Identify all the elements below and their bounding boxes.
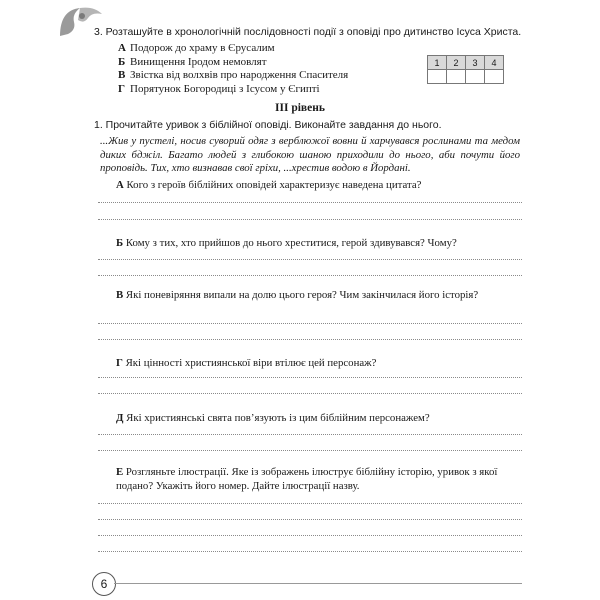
question-b [116, 236, 520, 250]
question-letter: А [116, 179, 124, 191]
question-letter: Г [116, 357, 123, 369]
answer-line[interactable] [98, 551, 522, 552]
option-text: Звістка від волхвів про народження Спасителя [130, 69, 349, 81]
answer-line[interactable] [98, 535, 522, 536]
answer-line[interactable] [98, 219, 522, 220]
question-a [116, 178, 520, 192]
answer-col-header: 4 [485, 56, 504, 70]
answer-cell[interactable] [447, 70, 466, 84]
answer-line[interactable] [98, 323, 522, 324]
answer-col-header: 2 [447, 56, 466, 70]
question-letter: Е [116, 466, 124, 478]
task1-heading: 1. Прочитайте уривок з біблійної оповіді. Виконайте завдання до нього. [94, 119, 442, 131]
question-text: Кого з героїв біблійних оповідей характеризує наведена цитата? [126, 179, 422, 191]
question-text: Які цінності християнської віри втілює цей персонаж? [125, 357, 377, 369]
question-g [116, 356, 520, 370]
option-item [118, 56, 348, 70]
option-letter: Г [118, 82, 125, 95]
answer-line[interactable] [98, 393, 522, 394]
option-text: Подорож до храму в Єрусалим [130, 42, 275, 54]
option-item [118, 42, 348, 56]
level-title: ІІІ рівень [275, 102, 325, 114]
option-letter: А [118, 42, 126, 54]
answer-line[interactable] [98, 259, 522, 260]
answer-line[interactable] [98, 519, 522, 520]
question-text: Розгляньте ілюстрації. Яке із зображень ілюструє біблійну історію, уривок з якої подано? Укажіть його номер. Дайте ілюстрації назву. [116, 466, 498, 492]
answer-cell[interactable] [485, 70, 504, 84]
page-number: 6 [92, 572, 116, 596]
option-item [118, 69, 348, 83]
answer-col-header: 3 [466, 56, 485, 70]
question-text: Які поневіряння випали на долю цього героя? Чим закінчилася його історія? [125, 289, 479, 301]
option-item [118, 83, 348, 97]
question-text: Які християнські свята пов’язують із цим біблійним персонажем? [126, 412, 430, 424]
option-letter: В [118, 69, 126, 81]
answer-line[interactable] [98, 434, 522, 435]
answer-line[interactable] [98, 503, 522, 504]
answer-cell[interactable] [466, 70, 485, 84]
page-footer-rule [114, 583, 522, 584]
task3-options [118, 42, 348, 96]
answer-cell[interactable] [428, 70, 447, 84]
answer-line[interactable] [98, 377, 522, 378]
question-d [116, 411, 520, 425]
bible-quote: ...Жив у пустелі, носив суворий одяг з верблюжої вовни й харчувався рослинами та медом диких бджіл. Багато людей з глибокою шаною приходили до нього, аби почути його проповідь. Тих, хто визнавав свої гріхи, ...хрестив водою в Йордані. [100, 135, 520, 174]
option-text: Порятунок Богородиці з Ісусом у Єгипті [130, 82, 320, 95]
question-letter: Д [116, 412, 124, 424]
task3-heading: 3. Розташуйте в хронологічній послідовності події з оповіді про дитинство Ісуса Христа. [94, 26, 522, 38]
question-letter: Б [116, 237, 124, 249]
answer-line[interactable] [98, 202, 522, 203]
question-e [116, 465, 520, 493]
question-v [116, 288, 520, 302]
option-text: Винищення Іродом немовлят [130, 55, 267, 68]
answer-table [427, 55, 504, 84]
answer-line[interactable] [98, 450, 522, 451]
answer-col-header: 1 [428, 56, 447, 70]
question-text: Кому з тих, хто прийшов до нього хреститися, герой здивувався? Чому? [125, 237, 457, 249]
answer-line[interactable] [98, 275, 522, 276]
answer-line[interactable] [98, 339, 522, 340]
option-letter: Б [118, 55, 126, 68]
question-letter: В [116, 289, 124, 301]
